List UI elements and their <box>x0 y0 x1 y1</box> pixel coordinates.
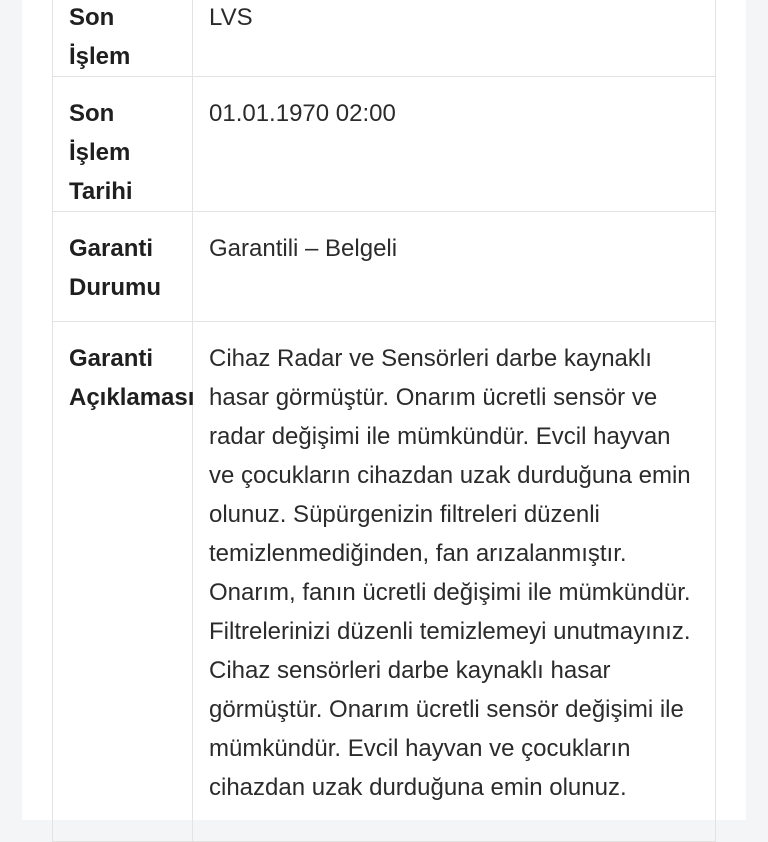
service-details-table <box>52 0 716 842</box>
row-label-garanti-aciklamasi: Garanti Açıklaması <box>53 322 193 842</box>
table-row <box>53 77 716 212</box>
row-value-son-islem: LVS <box>193 0 716 77</box>
table-row <box>53 322 716 842</box>
table-row <box>53 212 716 322</box>
row-value-garanti-durumu: Garantili – Belgeli <box>193 212 716 322</box>
row-label-son-islem-tarihi: Son İşlem Tarihi <box>53 77 193 212</box>
row-value-son-islem-tarihi: 01.01.1970 02:00 <box>193 77 716 212</box>
table-row <box>53 0 716 77</box>
row-label-son-islem: Son İşlem <box>53 0 193 77</box>
row-label-garanti-durumu: Garanti Durumu <box>53 212 193 322</box>
row-value-garanti-aciklamasi: Cihaz Radar ve Sensörleri darbe kaynaklı hasar görmüştür. Onarım ücretli sensör ve radar değişimi ile mümkündür. Evcil hayvan ve çocukların cihazdan uzak durduğuna emin olunuz. Süpürgenizin filtreleri düzenli temizlenmediğinden, fan arızalanmıştır. Onarım, fanın ücretli değişimi ile mümkündür. Filtrelerinizi düzenli temizlemeyi unutmayınız. Cihaz sensörleri darbe kaynaklı hasar görmüştür. Onarım ücretli sensör değişimi ile mümkündür. Evcil hayvan ve çocukların cihazdan uzak durduğuna emin olunuz. <box>193 322 716 842</box>
details-card <box>22 0 746 820</box>
